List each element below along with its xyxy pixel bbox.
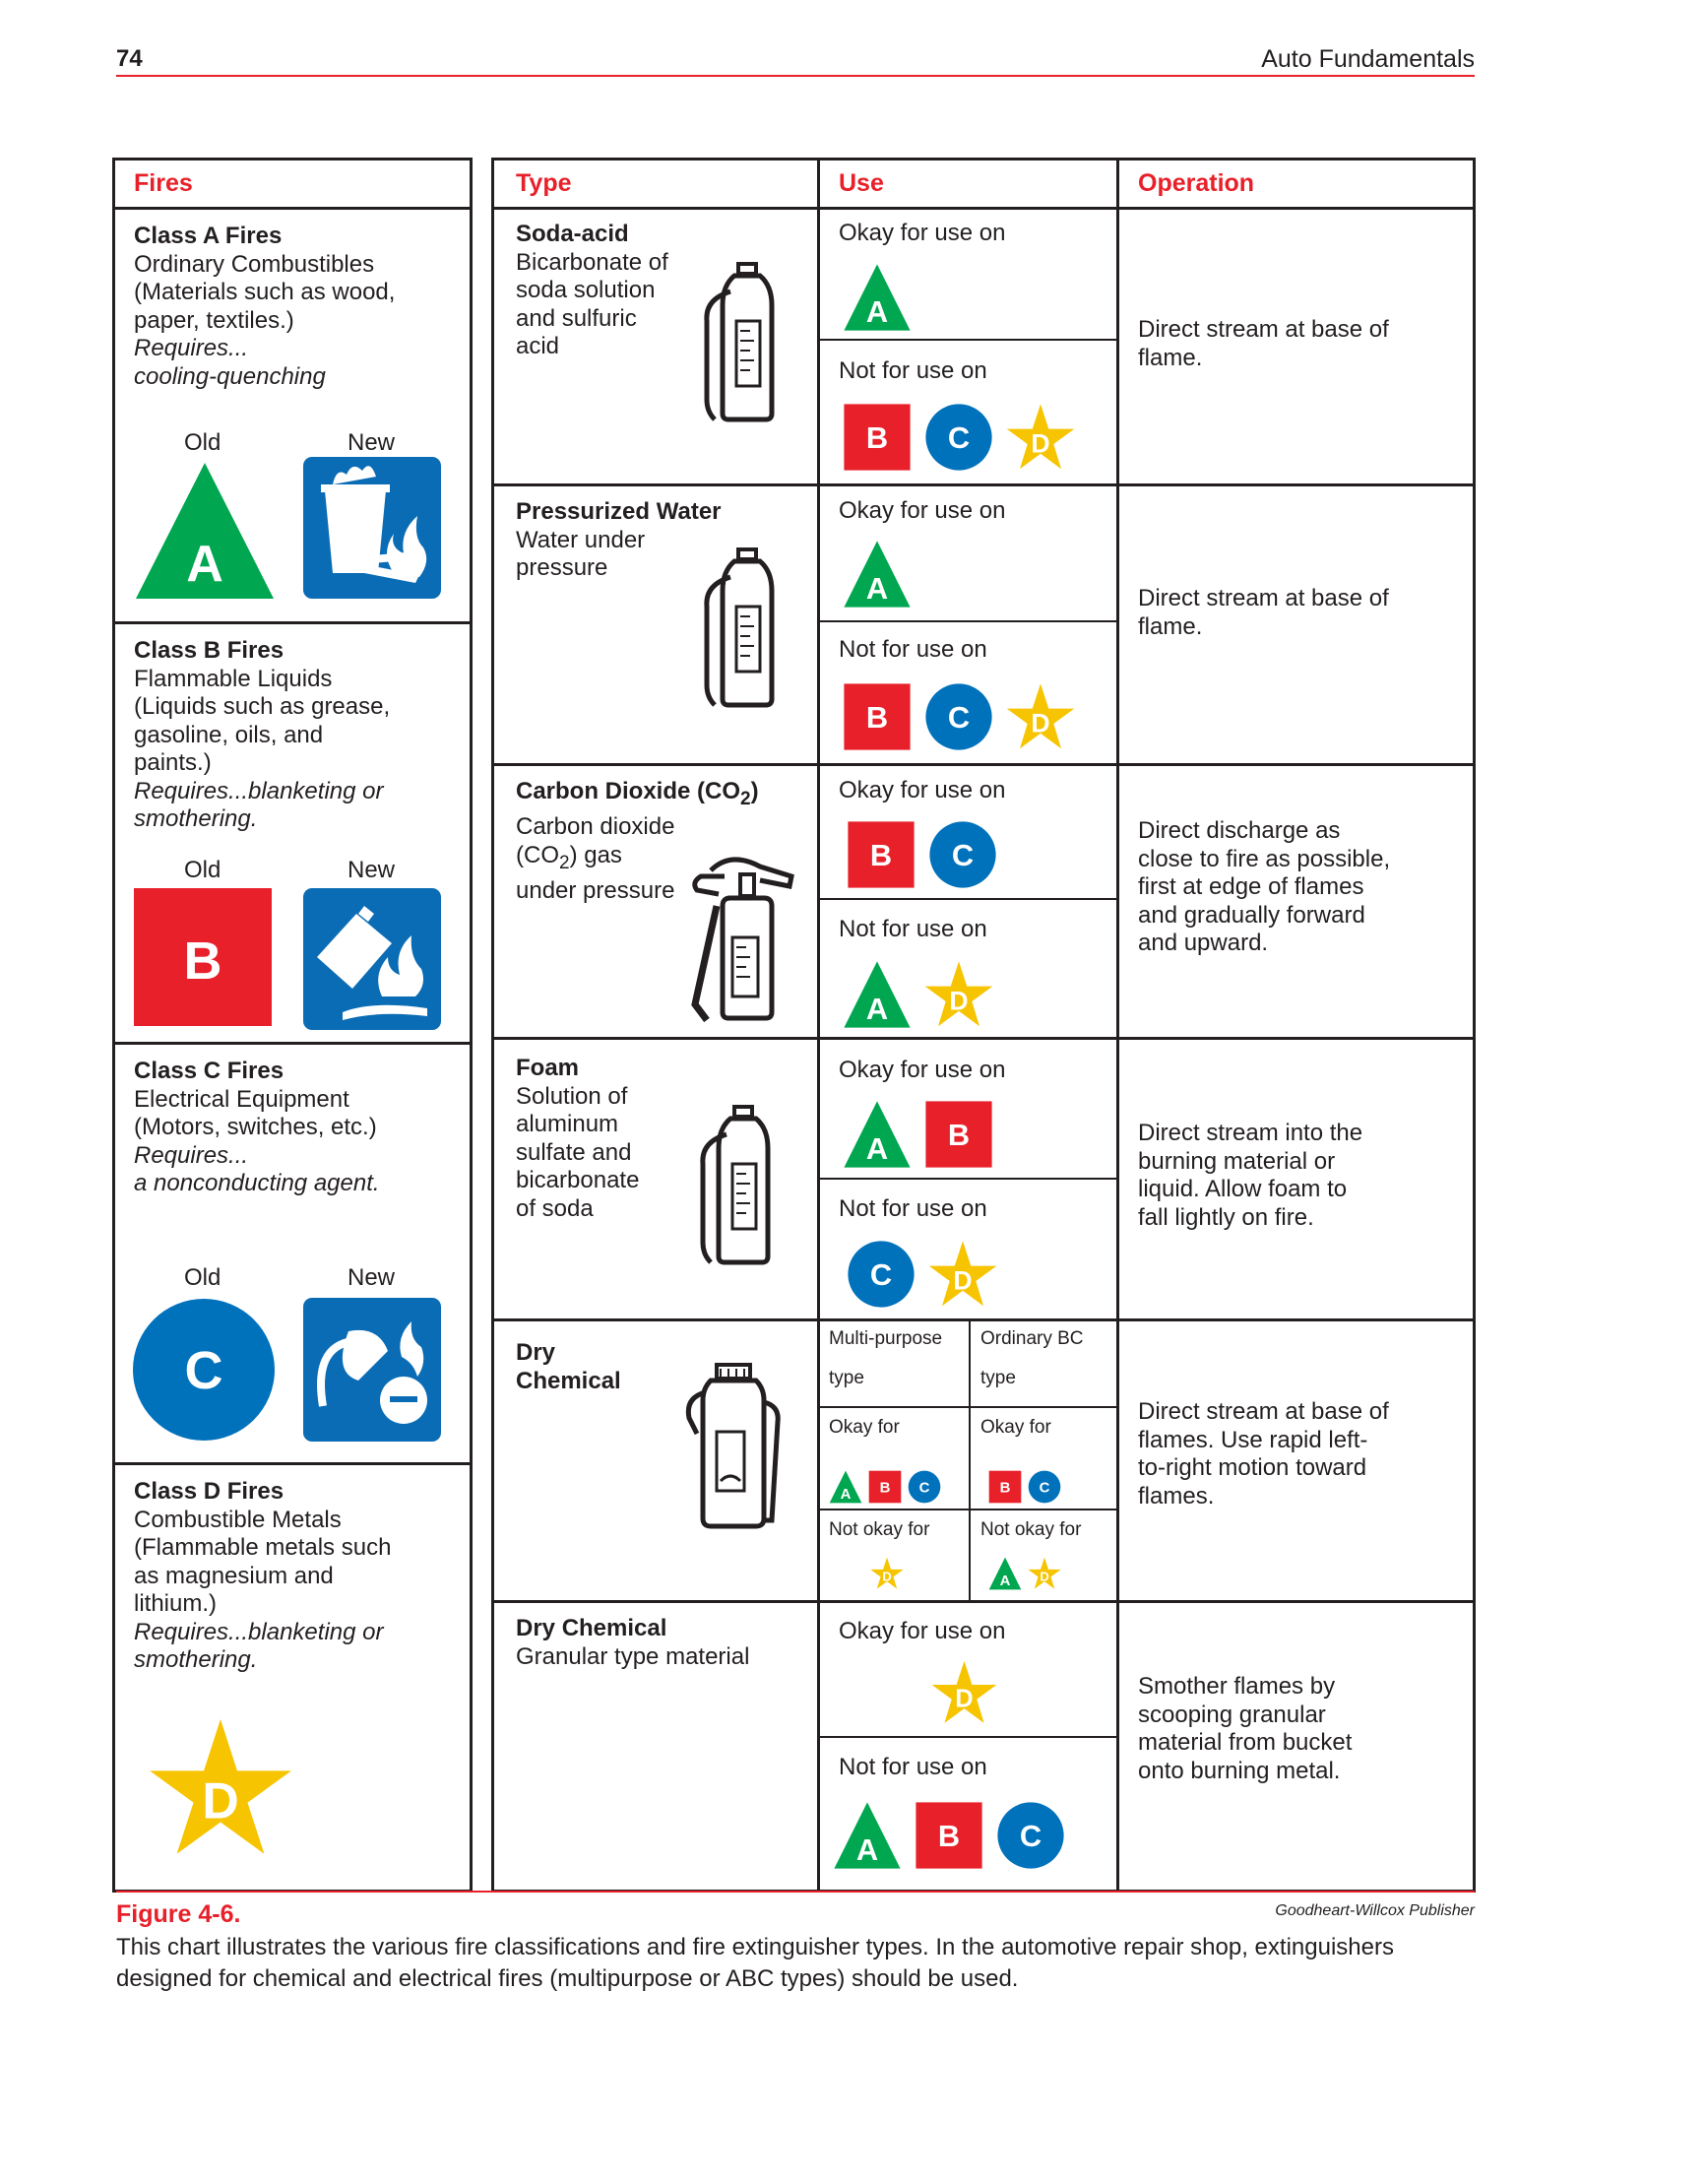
class-b-requires: Requires...blanketing or [134,777,384,804]
class-c-circle-icon [132,1298,276,1442]
class-a-requires: cooling-quenching [134,362,326,390]
operation-text: Direct stream at base of flame. [1138,585,1389,640]
class-letter: B [947,1118,971,1153]
type-line: Solution of [516,1082,628,1110]
spill-fire-pictogram-icon [303,888,441,1030]
class-letter: A [855,1832,879,1868]
class-d-requires: Requires...blanketing or [134,1618,384,1645]
type-line: aluminum [516,1111,619,1137]
table-col-divider [817,158,820,1893]
fires-divider [112,1462,473,1465]
class-d-text [134,1478,391,1675]
type-line: of soda [516,1194,594,1222]
class-b-title: Class B Fires [134,637,284,664]
co2-extinguisher-icon [689,849,797,1022]
figure-credit: Goodheart-Willcox Publisher [1275,1902,1475,1919]
operation-text: Direct stream at base of flame. [1138,316,1389,371]
dry-chemical-extinguisher-icon [685,1363,784,1530]
not-label: Not for use on [839,1754,987,1780]
class-letter: C [1039,1479,1050,1497]
class-b-line: Flammable Liquids [134,665,333,692]
multi-okay-symbols [829,1469,967,1505]
class-d-star-icon [870,1557,904,1590]
class-d-star-icon [928,1240,997,1309]
fires-divider [112,207,473,210]
type-line: sulfate and [516,1138,632,1166]
class-letter: B [869,838,893,873]
not-symbols [843,955,1040,1034]
table-col-divider [1116,158,1119,1893]
type-line: soda solution [516,277,656,303]
operation-text: Direct stream at base of flames. Use rapid left- to-right motion toward flames. [1138,1398,1389,1510]
class-letter: D [882,1569,892,1584]
class-letter: C [1019,1819,1043,1854]
class-letter: B [865,700,889,736]
class-a-triangle-icon [829,1470,862,1504]
class-c-circle-icon [928,820,997,889]
class-b-square-icon [134,888,272,1026]
new-label: New [348,429,396,456]
not-symbols [843,677,1108,756]
class-c-circle-icon [924,682,993,751]
class-a-letter: A [186,536,223,593]
class-a-triangle-icon [843,263,912,332]
not-symbols [833,1794,1118,1877]
type-line: bicarbonate [516,1167,640,1193]
figure-rule [116,1891,1475,1893]
use-sub-divider [817,620,1118,622]
class-letter: B [879,1479,891,1497]
class-a-title: Class A Fires [134,223,283,249]
class-d-star-icon [924,960,993,1029]
not-label: Not for use on [839,357,987,384]
class-b-letter: B [183,931,222,991]
extinguisher-icon [697,1105,776,1266]
okay-symbols [843,538,931,610]
okay-symbols [931,1654,1010,1731]
use-sub-divider [817,898,1118,900]
class-b-square-icon [988,1470,1022,1504]
okay-label: Okay for use on [839,1057,1006,1083]
type-line: and sulfuric [516,304,637,332]
class-d-letter: D [202,1771,239,1830]
class-a-triangle-icon [843,960,912,1029]
book-title: Auto Fundamentals [1261,45,1475,73]
class-c-circle-icon [1028,1470,1061,1504]
table-row-divider [491,1600,1476,1603]
class-letter: A [865,571,889,607]
class-a-line: Ordinary Combustibles [134,250,375,278]
class-d-title: Class D Fires [134,1478,284,1505]
class-c-circle-icon [847,1240,916,1309]
class-a-triangle-icon [843,540,912,609]
class-letter: B [937,1819,961,1854]
table-row-divider [491,763,1476,766]
class-c-circle-icon [924,403,993,472]
figure-label: Figure 4-6. [116,1900,241,1928]
class-b-square-icon [915,1801,983,1870]
class-c-requires: a nonconducting agent. [134,1170,380,1196]
ordinary-bc-head: Ordinary BC type [980,1328,1084,1388]
type-line: Water under [516,526,646,553]
old-label: Old [184,429,221,456]
type-title: Chemical [516,1367,621,1394]
okay-symbols [843,261,931,334]
fires-header: Fires [134,169,193,197]
class-b-square-icon [847,820,916,889]
class-c-text [134,1058,380,1198]
class-c-letter: C [184,1341,223,1400]
use-sub-divider [817,1736,1118,1738]
not-symbols [843,398,1108,477]
use-sub-divider [817,1406,1118,1408]
use-sub-divider [969,1318,971,1600]
class-b-square-icon [843,403,912,472]
class-letter: B [865,420,889,456]
not-okay-for-label: Not okay for [980,1519,1082,1540]
not-label: Not for use on [839,636,987,663]
type-header: Type [516,169,572,197]
class-d-requires: smothering. [134,1646,258,1673]
pressurized-water-type [516,498,722,583]
class-letter: C [869,1257,893,1293]
class-d-star-icon [1006,403,1075,472]
class-c-circle-icon [996,1801,1065,1870]
not-label: Not for use on [839,916,987,942]
old-label: Old [184,1264,221,1291]
type-line: under pressure [516,877,675,905]
dry-chemical-type [516,1339,621,1395]
not-symbols [847,1235,1043,1314]
class-c-line: Electrical Equipment [134,1085,349,1113]
type-title: Dry Chemical [516,1615,667,1641]
class-d-line: (Flammable metals such [134,1534,392,1561]
class-d-star-icon [150,1719,291,1855]
type-title: Pressurized Water [516,498,722,525]
table-row-divider [491,483,1476,486]
class-b-square-icon [843,682,912,751]
class-d-line: as magnesium and [134,1562,334,1589]
new-label: New [348,857,396,883]
class-b-line: gasoline, oils, and [134,721,324,748]
class-letter: C [951,838,975,873]
class-letter: A [840,1486,852,1504]
not-okay-for-label: Not okay for [829,1519,930,1540]
class-c-line: (Motors, switches, etc.) [134,1114,377,1140]
class-b-text [134,637,390,834]
class-a-requires: Requires... [134,335,249,361]
class-a-triangle-icon [988,1557,1022,1590]
use-header: Use [839,169,884,197]
class-letter: D [1040,1569,1049,1584]
figure-caption: This chart illustrates the various fire classifications and fire extinguisher types. In the automotive repair shop, extinguishers designed for chemical and electrical fires (multipurpose or ABC types) should be used. [116,1934,1394,1992]
class-d-line: Combustible Metals [134,1506,342,1533]
class-letter: D [1031,428,1050,459]
class-letter: C [918,1479,930,1497]
class-d-line: lithium.) [134,1590,218,1617]
old-label: Old [184,857,221,883]
trash-fire-pictogram-icon [303,457,441,599]
okay-for-label: Okay for [980,1417,1051,1438]
type-title: Dry [516,1339,556,1366]
class-b-square-icon [924,1100,993,1169]
class-c-circle-icon [908,1470,941,1504]
operation-text: Smother flames by scooping granular material from bucket onto burning metal. [1138,1673,1353,1784]
class-a-line: (Materials such as wood, [134,279,396,305]
class-b-line: (Liquids such as grease, [134,693,391,720]
class-c-requires: Requires... [134,1141,249,1169]
not-label: Not for use on [839,1195,987,1222]
table-row-divider [491,1037,1476,1040]
type-line: acid [516,333,560,359]
type-line: Bicarbonate of [516,248,668,276]
class-b-square-icon [868,1470,902,1504]
okay-label: Okay for use on [839,220,1006,246]
bc-okay-symbols [988,1469,1106,1505]
class-c-title: Class C Fires [134,1058,284,1084]
okay-label: Okay for use on [839,1618,1006,1644]
class-letter: C [947,700,971,736]
extinguisher-icon [701,547,780,709]
class-letter: A [865,992,889,1027]
fires-divider [112,1042,473,1045]
class-letter: A [999,1573,1011,1590]
bc-not-symbols [988,1554,1106,1593]
multi-not-symbols [870,1554,929,1593]
fires-divider [112,621,473,624]
table-row-divider [491,207,1476,210]
class-a-line: paper, textiles.) [134,306,294,334]
operation-text: Direct stream into the burning material or liquid. Allow foam to fall lightly on fire. [1138,1120,1363,1231]
operation-text: Direct discharge as close to fire as possible, first at edge of flames and gradually forward and upward. [1138,817,1391,956]
class-letter: A [865,294,889,330]
class-b-requires: smothering. [134,805,258,832]
class-b-line: paints.) [134,749,212,776]
extinguisher-icon [701,262,780,423]
okay-for-label: Okay for [829,1417,900,1438]
page-number: 74 [116,45,143,72]
new-label: New [348,1264,396,1291]
okay-label: Okay for use on [839,777,1006,803]
class-d-star-icon [1028,1557,1061,1590]
type-title: Foam [516,1055,580,1081]
class-letter: B [999,1479,1011,1497]
okay-symbols [847,815,1043,894]
type-line: Granular type material [516,1642,750,1670]
operation-header: Operation [1138,169,1255,197]
plug-fire-pictogram-icon [303,1298,441,1442]
class-letter: D [1031,708,1050,739]
class-letter: A [865,1131,889,1167]
use-sub-divider [817,339,1118,341]
granular-type [516,1615,749,1671]
use-sub-divider [817,1178,1118,1180]
type-line: Carbon dioxide [516,813,675,841]
class-a-triangle-icon [833,1801,902,1870]
class-d-star-icon [1006,682,1075,751]
okay-label: Okay for use on [839,497,1006,524]
use-sub-divider [817,1509,1118,1510]
class-a-triangle-icon [843,1100,912,1169]
class-a-text [134,223,395,391]
foam-type [516,1055,639,1223]
okay-symbols [843,1095,1040,1174]
header-rule [116,75,1475,77]
class-letter: D [955,1685,974,1713]
class-letter: D [953,1265,973,1296]
class-a-triangle-icon [134,461,276,601]
carbon-dioxide-type: Carbon Dioxide $(CO_2)$ Carbon dioxide $(CO_2)$ gas under pressure [516,778,759,905]
multi-purpose-head: Multi-purpose type [829,1328,943,1388]
soda-acid-type [516,221,668,361]
class-d-star-icon [931,1658,997,1727]
class-letter: D [949,986,969,1016]
type-line: pressure [516,554,608,581]
type-title: Soda-acid [516,221,629,247]
class-letter: C [947,420,971,456]
